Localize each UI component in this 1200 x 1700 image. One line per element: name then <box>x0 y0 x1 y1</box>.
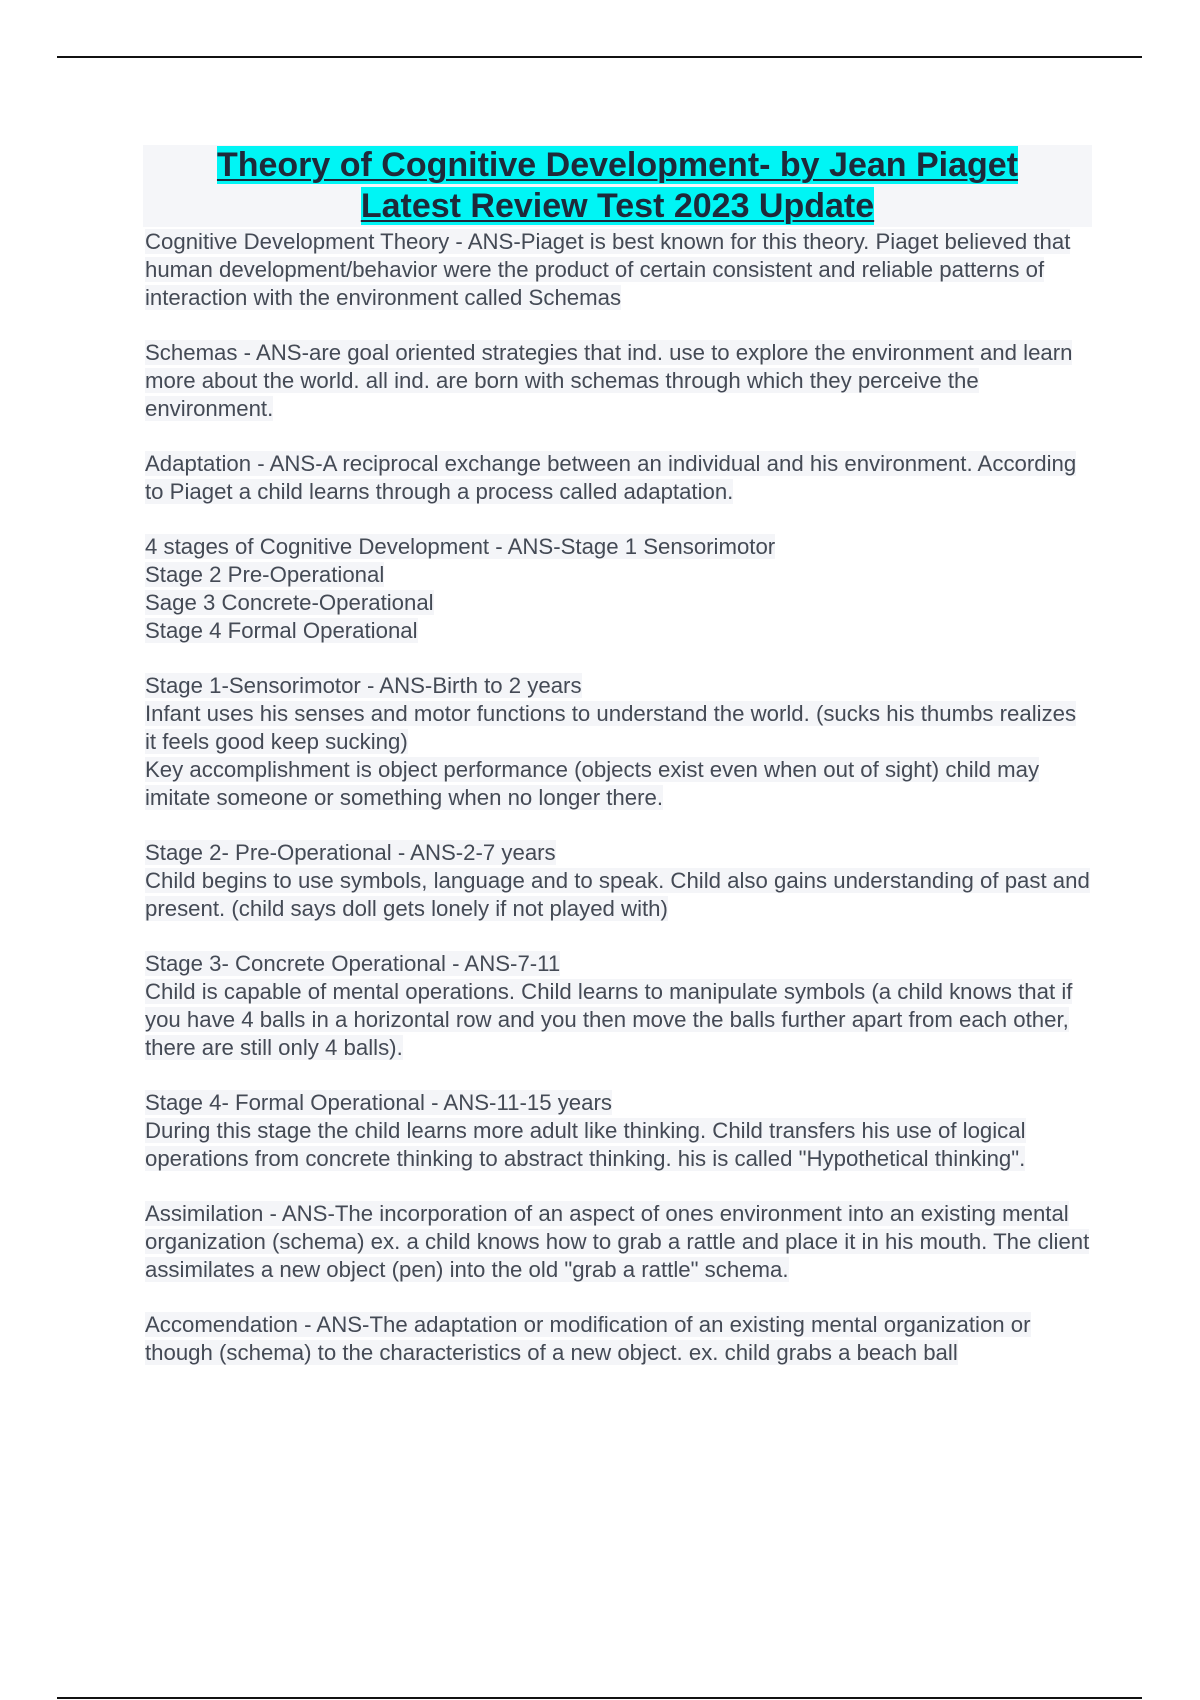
top-rule <box>57 56 1142 58</box>
title-text-1: Theory of Cognitive Development- by Jean Piaget <box>216 146 1019 184</box>
entry-stage-4-formal-operational <box>145 1089 1090 1173</box>
entry-text: Key accomplishment is object performance (objects exist even when out of sight) child may imitate someone or something when no longer there. <box>145 757 1040 810</box>
entry-text: Stage 4- Formal Operational - ANS-11-15 years <box>145 1090 612 1115</box>
entry-stage-2-pre-operational <box>145 839 1090 923</box>
entry-text: Child begins to use symbols, language and to speak. Child also gains understanding of past and present. (child says doll gets lonely if not played with) <box>145 868 1090 921</box>
flashcard-list <box>145 228 1090 1394</box>
entry-text: Infant uses his senses and motor functions to understand the world. (sucks his thumbs realizes it feels good keep sucking) <box>145 701 1077 754</box>
entry-text: Accomendation - ANS-The adaptation or modification of an existing mental organization or though (schema) to the characteristics of a new object. ex. child grabs a beach ball <box>145 1312 1031 1365</box>
entry-stage-1-sensorimotor <box>145 672 1090 812</box>
entry-four-stages <box>145 533 1090 645</box>
entry-stage-3-concrete-operational <box>145 950 1090 1062</box>
title-text-2: Latest Review Test 2023 Update <box>360 187 875 225</box>
entry-text: During this stage the child learns more adult like thinking. Child transfers his use of logical operations from concrete thinking to abstract thinking. his is called "Hypothetical thinking". <box>145 1118 1026 1171</box>
document-title <box>143 145 1092 227</box>
entry-text: Child is capable of mental operations. Child learns to manipulate symbols (a child knows that if you have 4 balls in a horizontal row and you then move the balls further apart from each other, there are still only 4 balls). <box>145 979 1073 1060</box>
entry-schemas <box>145 339 1090 423</box>
entry-text: 4 stages of Cognitive Development - ANS-Stage 1 Sensorimotor <box>145 534 776 559</box>
entry-text: Stage 4 Formal Operational <box>145 618 418 643</box>
title-line-1 <box>143 145 1092 186</box>
entry-adaptation <box>145 450 1090 506</box>
entry-text: Adaptation - ANS-A reciprocal exchange between an individual and his environment. According to Piaget a child learns through a process called adaptation. <box>145 451 1077 504</box>
entry-text: Cognitive Development Theory - ANS-Piaget is best known for this theory. Piaget believed that human development/behavior were the product of certain consistent and reliable patterns of interaction with the environment called Schemas <box>145 229 1071 310</box>
entry-text: Stage 2- Pre-Operational - ANS-2-7 years <box>145 840 556 865</box>
entry-text: Sage 3 Concrete-Operational <box>145 590 434 615</box>
entry-text: Stage 1-Sensorimotor - ANS-Birth to 2 years <box>145 673 582 698</box>
entry-text: Stage 3- Concrete Operational - ANS-7-11 <box>145 951 561 976</box>
entry-cognitive-development-theory <box>145 228 1090 312</box>
title-line-2 <box>143 186 1092 227</box>
bottom-rule <box>57 1697 1142 1699</box>
entry-text: Schemas - ANS-are goal oriented strategies that ind. use to explore the environment and learn more about the world. all ind. are born with schemas through which they perceive the environment. <box>145 340 1073 421</box>
entry-assimilation <box>145 1200 1090 1284</box>
entry-text: Assimilation - ANS-The incorporation of an aspect of ones environment into an existing mental organization (schema) ex. a child knows how to grab a rattle and place it in his mouth. The client assimilates a new object (pen) into the old "grab a rattle" schema. <box>145 1201 1090 1282</box>
entry-accomendation <box>145 1311 1090 1367</box>
entry-text: Stage 2 Pre-Operational <box>145 562 385 587</box>
